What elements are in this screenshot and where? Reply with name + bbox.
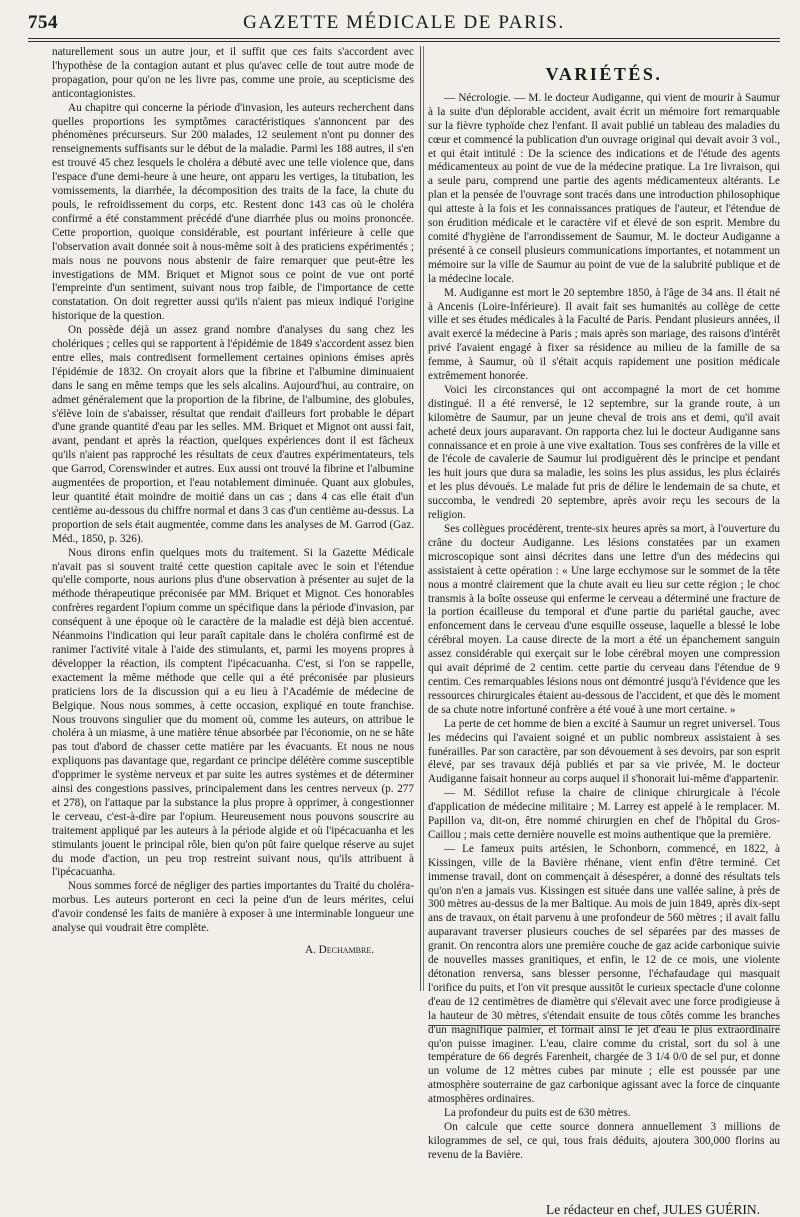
right-paragraph-9: On calcule que cette source donnera annuellement 3 millions de kilogrammes de sel, ce qui, tous frais déduits, ajoutera 300,000 florins au revenu de la Bavière.: [428, 1120, 780, 1161]
right-paragraph-3: Voici les circonstances qui ont accompagné la mort de cet homme distingué. Il a été renversé, le 12 septembre, sur la grande route, à un kilomètre de Saumur, par un jeune cheval de trois ans et demi, qu'il avait acheté deux jours auparavant. On rapporta chez lui le docteur Audiganne sans connaissance et en proie à une vive exaltation. Tous ses confrères de la ville et de l'école de cavalerie de Saumur lui prodiguèrent dès le principe et pendant les huit jours que dura sa maladie, les soins les plus assidus, les plus éclairés et les plus dévoués. Le malade fut pris de délire le lendemain de sa chute, et succomba, le vendredi 20 septembre, après avoir reçu les secours de la religion.: [428, 383, 780, 522]
section-title-varietes: VARIÉTÉS.: [545, 64, 663, 84]
right-paragraph-7: — Le fameux puits artésien, le Schonborn, commencé, en 1822, à Kissingen, ville de la Bavière rhénane, vient enfin d'être terminé. Cet immense travail, dont on commençait à désespérer, a donné des résultats tels qu'on n'en a jamais vus. Kissingen est située dans une vallée saline, à près de 300 mètres au-dessus de la mer Baltique. Au mois de juin 1849, après dix-sept ans de travaux, on était parvenu à une profondeur de 560 mètres ; il avait fallu auparavant traverser plusieurs couches de sel séparées par des masses de granit. On rencontra alors une première couche de gaz acide carbonique suivie de nouvelles masses granitiques, et enfin, le 12 de ce mois, une violente détonation renversa, sans blesser personne, l'échafaudage qui masquait l'orifice du puits, et l'on vit presque aussitôt le curieux spectacle d'une colonne d'eau de 12 centimètres de diamètre qui s'élevait avec une force prodigieuse à la hauteur de 30 mètres, s'étendait ensuite de tous côtés comme les branches d'un magnifique palmier, et formait ainsi le jet d'eau le plus extraordinaire qu'on puisse imaginer. L'eau, claire comme du cristal, sort du sol à une température de 66 degrés Farenheit, chargée de 3 1/4 0/0 de sel pur, et donne un volume de 12 mètres cubes par minute ; elle est poussée par une atmosphère souterraine de gaz carbonique agissant avec la force de cinquante atmosphères ordinaires.: [428, 842, 780, 1106]
column-divider: [420, 46, 421, 991]
page-number: 754: [28, 12, 58, 33]
left-paragraph-1: naturellement sous un autre jour, et il suffit que ces faits s'accordent avec l'hypothèse de la contagion autant et plus qu'avec celle de tout autre mode de propagation, pour qu'on ne les livre pas, comme une proie, au scepticisme des anticontagionistes.: [52, 46, 414, 100]
page-header: [28, 10, 780, 36]
footer-rule: [428, 1025, 780, 1026]
right-paragraph-1: — Nécrologie. — M. le docteur Audiganne, qui vient de mourir à Saumur à la suite d'un déplorable accident, avait écrit un mémoire fort remarquable sur la fièvre typhoïde chez l'enfant. Il avait publié un tableau des maladies du cœur et commencé la publication d'un ouvrage original qui devait avoir 3 vol., et qui était intitulé : De la science des indications et de l'étude des agents médicamenteux au point de vue de la médecine pratique. La 1re livraison, qui a seule paru, comprend une partie des agents médicamenteux altérants. Le plan et la pensée de l'ouvrage sont tracés dans une introduction philosophique qui atteste à la fois et les connaissances pratiques de l'auteur, et l'étendue de son érudition médicale et le caractère vif et élevé de son esprit. Membre du comité d'hygiène de l'arrondissement de Saumur, M. le docteur Audiganne a présenté à ce conseil plusieurs communications importantes, et notamment un mémoire sur la ville de Saumur au point de vue de la salubrité publique et de la médecine locale.: [428, 91, 780, 285]
header-rule: [28, 38, 780, 39]
right-paragraph-6: — M. Sédillot refuse la chaire de clinique chirurgicale à l'école d'application de médecine militaire ; M. Larrey est appelé à le remplacer. M. Papillon va, dit-on, être nommé chirurgien en chef de l'hôpital du Gros-Caillou ; mais cette dernière nouvelle est moins authentique que la première.: [428, 787, 780, 841]
left-paragraph-5: Nous sommes forcé de négliger des parties importantes du Traité du choléra-morbus. Les auteurs porteront en ceci la peine d'un de leurs mérites, celui d'avoir condensé les faits de manière à exposer à une interminable longueur une analyse qui voudrait être complète.: [52, 880, 414, 935]
left-paragraph-2: Au chapitre qui concerne la période d'invasion, les auteurs recherchent dans quelles proportions les symptômes caractéristiques s'annoncent par des phénomènes précurseurs. Sur 200 malades, 12 seulement n'ont pu donner des renseignements suffisants sur le début de la maladie. Parmi les 188 autres, il s'en est trouvé 45 chez lesquels le choléra a débuté avec une telle violence que, dans l'espace d'une demi-heure à une heure, ont apparu les vertiges, la titubation, les vomissements, la diarrhée, la décomposition des traits de la face, la chute du pouls, le refroidissement du corps, etc. Restent donc 143 cas où le choléra confirmé a été constamment précédé d'une diarrhée plus ou moins prononcée. Cette proportion, quoique considérable, est pourtant inférieure à celle que l'observation avait donnée soit à nous-même soit à des praticiens expérimentés ; mais nous ne pouvons nous abstenir de faire remarquer que peut-être les investigations de MM. Briquet et Mignot sous ce point de vue ont porté l'empreinte d'un sentiment, suivant nous trop faible, de l'importance de cette constatation. On doit regretter aussi qu'ils n'aient pas mieux indiqué l'origine historique de la question.: [52, 101, 414, 323]
right-paragraph-8: La profondeur du puits est de 630 mètres.: [444, 1107, 631, 1120]
left-paragraph-3: On possède déjà un assez grand nombre d'analyses du sang chez les cholériques ; celles qui se rapportent à l'épidémie de 1849 s'accordent assez bien entre elles, mais contredisent formellement certaines opinions émises après l'épidémie de 1832. On croyait alors que la fibrine et l'albumine diminuaient dans le sang en même temps que les sels alcalins. Aujourd'hui, au contraire, on admet généralement que la proportion de la fibrine, de l'albumine, des globules, s'élève loin de s'abaisser, résultat que rendait d'ailleurs fort probable le départ d'une grande quantité d'eau par les selles. MM. Briquet et Mignot ont aussi fait, avant, pendant et après la réaction, quelques expériences dont il est fâcheux qu'ils n'aient pas rapproché les résultats de ceux d'autres expérimentateurs, tels que Garrod, Corenswinder et autres. Eux aussi ont trouvé la fibrine et l'albumine augmentées de proportion, et l'eau notablement diminuée. Quant aux globules, leur quantité était moindre de moitié dans un cas ; dans 4 cas elle était d'un centième au-dessous du chiffre normal et dans 3 cas d'un centième au-dessus. La proportion de sels était augmentée, comme dans les analyses de M. Garrod (Gaz. Méd., 1850, p. 326).: [52, 324, 414, 545]
running-title: GAZETTE MÉDICALE DE PARIS.: [243, 12, 565, 33]
right-paragraph-5: La perte de cet homme de bien a excité à Saumur un regret universel. Tous les médecins qui l'avaient soigné et un public nombreux assistaient à ses funérailles. Par son caractère, par son dévouement à ses devoirs, par son esprit élevé, par ses travaux déjà publiés et par sa vie privée, M. le docteur Audiganne faisait honneur au corps auquel il s'honorait lui-même d'appartenir.: [428, 717, 780, 786]
right-column: [428, 46, 780, 1217]
right-paragraph-4: Ses collègues procédèrent, trente-six heures après sa mort, à l'ouverture du crâne du docteur Audiganne. Les lésions constatées par un examen microscopique sont ainsi décrites dans une lettre d'un des médecins qui assistaient à cette opération : « Une large ecchymose sur le sommet de la tête nous a montré clairement que la chute avait eu lieu sur cette région ; le choc transmis à la boîte osseuse qui enferme le cerveau a déterminé une fracture de la portion écailleuse du temporal et d'une partie du pariétal gauche, avec enfoncement dans le cerveau d'une esquille osseuse, laquelle a blessé le lobe cérébral moyen. La cause directe de la mort a été un épanchement sanguin assez considérable qui exerçait sur le lobe cérébral moyen une compression qui avait déprimé de 2 centim. cette partie du cerveau dans l'étendue de 9 centim. Ces remarquables lésions nous ont démontré jusqu'à l'évidence que les ressources chirurgicales étaient au-dessous de l'accident, et que dès le moment de sa chute notre infortuné confrère a été voué à une mort certaine. »: [428, 523, 780, 716]
article-signature: A. Dechambre.: [305, 944, 374, 956]
editor-in-chief-line: Le rédacteur en chef, JULES GUÉRIN.: [545, 1201, 760, 1217]
header-rule-double: [28, 41, 780, 42]
right-paragraph-2: M. Audiganne est mort le 20 septembre 1850, à l'âge de 34 ans. Il était né à Ancenis (Loire-Inférieure). Il avait fait ses humanités au collège de cette ville et ses études médicales à la Faculté de Paris. Pendant plusieurs années, il avait exercé la médecine à Paris ; mais après son mariage, des raisons d'intérêt privé l'avaient engagé à fixer sa résidence au milieu de la famille de sa femme, à Saumur, où il s'était acquis rapidement une position médicale extrêmement honorée.: [428, 286, 780, 383]
column-divider-double: [423, 46, 424, 991]
left-paragraph-4: Nous dirons enfin quelques mots du traitement. Si la Gazette Médicale n'avait pas si souvent traité cette question capitale avec le soin et l'étendue qu'elle comporte, nous aurions plus d'une observation à présenter au sujet de la méthode thérapeutique préconisée par MM. Briquet et Mignot. Ces honorables confrères regardent l'opium comme un spécifique dans la période d'invasion, par conséquent à une époque où le caractère de la maladie est déjà bien accentué. Néanmoins l'indication qui leur paraît capitale dans le choléra confirmé est de ranimer l'activité vitale à l'aide des stimulants, et, parmi les moyens propres à développer la réaction, ils comptent l'ipécacuanha. C'est, si l'on se rappelle, exactement la même méthode que celle qui a été préconisée par plusieurs praticiens lors de la discussion qui a eu lieu à l'Académie de médecine de Belgique. Nous nous sommes, à cette occasion, expliqué en toute franchise. Nous trouvons singulier que du moment où, comme les auteurs, on attribue le choléra à un miasme, à une matière ténue absorbée par l'économie, on ne se hâte pas tout d'abord de chasser cette matière par les évacuants. Et nous ne nous expliquons pas davantage que, regardant ce principe délétère comme susceptible d'opprimer le système nerveux et par suite les autres systèmes et de déterminer ainsi des congestions passives, principalement dans les centres nerveux (p. 277 et 278), on l'attaque par la substance la plus propre à opprimer, à congestionner le cerveau, c'est-à-dire par l'opium. Heureusement nous pouvons souscrire au traitement appliqué par les auteurs à la période algide et où l'ipécacuanha et les stimulants jouent le principal rôle, bien qu'on pût faire quelque réserve au sujet du mode d'action, un peu trop restreint suivant nous, qu'ils attribuent à l'ipécacuanha.: [52, 546, 414, 879]
left-column: [52, 46, 414, 1026]
